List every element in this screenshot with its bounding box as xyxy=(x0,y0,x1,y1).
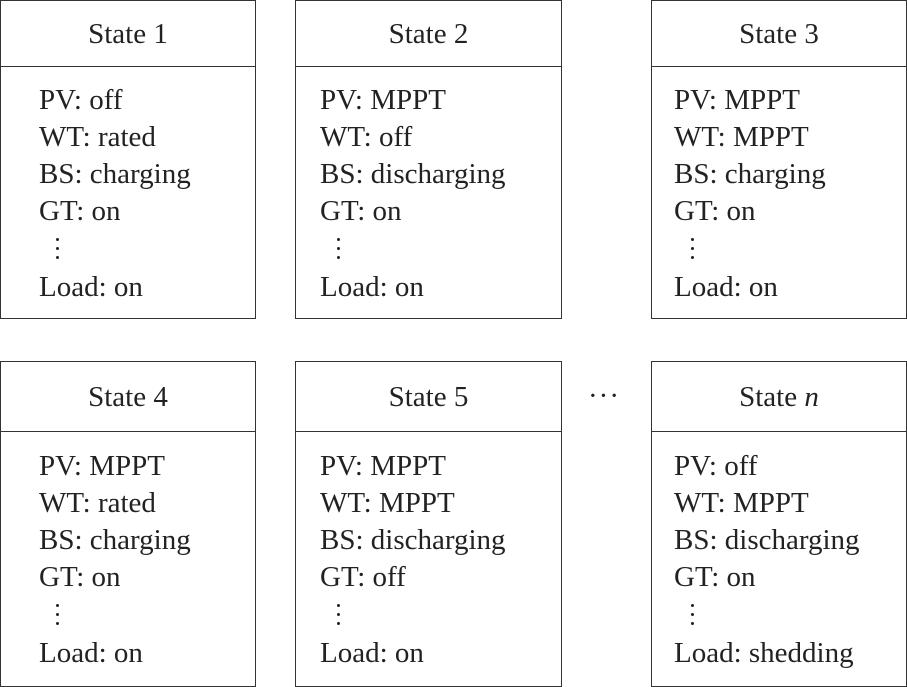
state-n-title-variable: n xyxy=(804,381,819,413)
vertical-ellipsis-icon xyxy=(674,230,906,269)
vertical-ellipsis-icon xyxy=(674,596,906,635)
state-5-wt: WT: MPPT xyxy=(320,487,455,519)
state-1-load: Load: on xyxy=(39,271,143,303)
state-2-bs: BS: discharging xyxy=(320,158,506,190)
vertical-ellipsis-icon xyxy=(320,230,561,269)
state-card-3-body xyxy=(652,82,906,318)
state-2-gt: GT: on xyxy=(320,195,402,227)
state-1-gt: GT: on xyxy=(39,195,121,227)
state-card-5-body xyxy=(296,448,561,686)
state-n-bs: BS: discharging xyxy=(674,524,860,556)
state-card-n-body xyxy=(652,448,906,686)
state-5-pv: PV: MPPT xyxy=(320,450,446,482)
state-3-gt: GT: on xyxy=(674,195,756,227)
state-5-bs: BS: discharging xyxy=(320,524,506,556)
state-5-gt: GT: off xyxy=(320,561,406,593)
state-1-pv: PV: off xyxy=(39,84,123,116)
state-card-n-title xyxy=(652,362,906,432)
state-card-5-title: State 5 xyxy=(296,362,561,432)
vertical-ellipsis-icon xyxy=(39,230,255,269)
state-card-1 xyxy=(0,0,256,319)
horizontal-ellipsis: ··· xyxy=(588,380,620,412)
state-n-wt: WT: MPPT xyxy=(674,487,809,519)
state-card-5 xyxy=(295,361,562,687)
state-card-n xyxy=(651,361,907,687)
state-2-load: Load: on xyxy=(320,271,424,303)
state-card-2-body xyxy=(296,82,561,318)
state-card-1-body xyxy=(1,82,255,318)
state-card-2 xyxy=(295,0,562,319)
state-4-gt: GT: on xyxy=(39,561,121,593)
state-n-load: Load: shedding xyxy=(674,637,854,669)
vertical-ellipsis-icon xyxy=(320,596,561,635)
state-n-title-prefix: State xyxy=(739,381,805,413)
state-n-pv: PV: off xyxy=(674,450,758,482)
vertical-ellipsis-icon xyxy=(39,596,255,635)
state-4-load: Load: on xyxy=(39,637,143,669)
state-card-4-title: State 4 xyxy=(1,362,255,432)
state-card-3 xyxy=(651,0,907,319)
state-3-load: Load: on xyxy=(674,271,778,303)
state-2-pv: PV: MPPT xyxy=(320,84,446,116)
state-card-2-title: State 2 xyxy=(296,1,561,67)
state-2-wt: WT: off xyxy=(320,121,413,153)
state-4-bs: BS: charging xyxy=(39,524,191,556)
state-n-gt: GT: on xyxy=(674,561,756,593)
state-1-wt: WT: rated xyxy=(39,121,156,153)
state-4-wt: WT: rated xyxy=(39,487,156,519)
state-card-4-body xyxy=(1,448,255,686)
state-3-wt: WT: MPPT xyxy=(674,121,809,153)
state-5-load: Load: on xyxy=(320,637,424,669)
state-card-1-title: State 1 xyxy=(1,1,255,67)
state-4-pv: PV: MPPT xyxy=(39,450,165,482)
state-3-bs: BS: charging xyxy=(674,158,826,190)
state-3-pv: PV: MPPT xyxy=(674,84,800,116)
state-card-4 xyxy=(0,361,256,687)
state-card-3-title: State 3 xyxy=(652,1,906,67)
state-1-bs: BS: charging xyxy=(39,158,191,190)
